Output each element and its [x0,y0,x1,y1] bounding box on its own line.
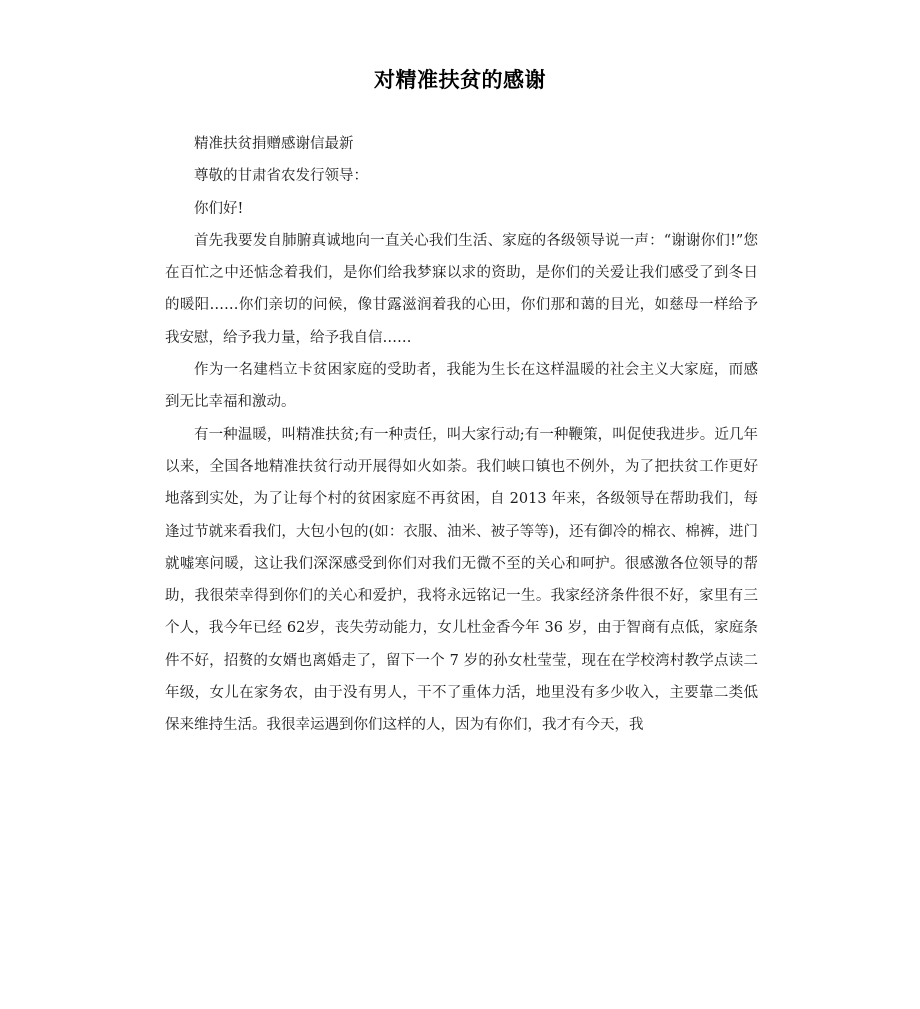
document-body [165,128,758,742]
paragraph-thanks: 首先我要发自肺腑真诚地向一直关心我们生活、家庭的各级领导说一声：“谢谢你们!”您在百忙之中还惦念着我们，是你们给我梦寐以求的资助，是你们的关爱让我们感受了到冬日的暖阳……你们亲切的问候，像甘露滋润着我的心田，你们那和蔼的目光，如慈母一样给予我安慰，给予我力量，给予我自信…… [165,232,758,346]
paragraph-greeting: 你们好! [194,200,244,217]
paragraph-story: 有一种温暖，叫精准扶贫;有一种责任，叫大家行动;有一种鞭策，叫促使我进步。近几年以来，全国各地精准扶贫行动开展得如火如荼。我们峡口镇也不例外，为了把扶贫工作更好地落到实处，为了让每个村的贫困家庭不再贫困，自 2013 年来，各级领导在帮助我们，每逢过节就来看我们，大包小包的(如：衣服、油米、被子等等)，还有御冷的棉衣、棉裤，进门就嘘寒问暖，这让我们深深感受到你们对我们无微不至的关心和呵护。很感激各位领导的帮助，我很荣幸得到你们的关心和爱护，我将永远铭记一生。我家经济条件很不好，家里有三个人，我今年已经 62岁，丧失劳动能力，女儿杜金香今年 36 岁，由于智商有点低，家庭条件不好，招赘的女婿也离婚走了，留下一个 7 岁的孙女杜莹莹，现在在学校湾村教学点读二年级，女儿在家务农，由于没有男人，干不了重体力活，地里没有多少收入，主要靠二类低保来维持生活。我很幸运遇到你们这样的人，因为有你们，我才有今天，我 [165,426,758,734]
paragraph-identity: 作为一名建档立卡贫困家庭的受助者，我能为生长在这样温暖的社会主义大家庭，而感到无比幸福和激动。 [165,362,758,411]
document-title: 对精准扶贫的感谢 [374,68,546,92]
paragraph-salutation: 尊敬的甘肃省农发行领导： [194,168,368,185]
paragraph-subtitle: 精准扶贫捐赠感谢信最新 [194,136,354,152]
